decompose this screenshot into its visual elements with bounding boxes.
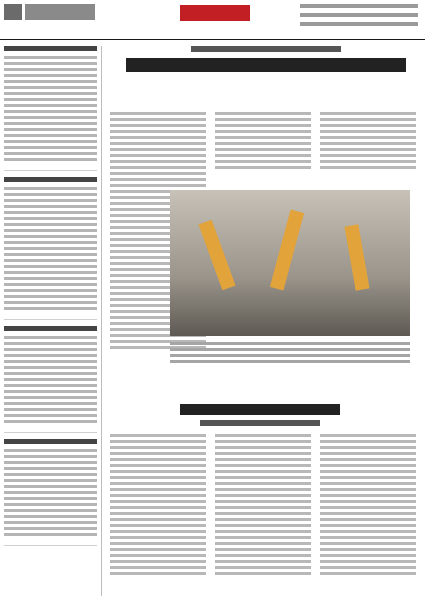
second-article-headline [180,404,340,415]
factory-robot-photo [170,190,410,336]
second-article-subheadline [200,420,320,426]
contact-line [300,22,418,26]
lead-kicker [191,46,341,52]
second-article-column [320,434,416,578]
editor-line [300,13,418,17]
lead-headline [126,58,406,72]
second-article-column [215,434,311,578]
left-article-headline [4,326,97,331]
newspaper-logo [180,5,250,21]
second-article-column [110,434,206,578]
left-article-headline [4,439,97,444]
left-article [4,326,97,433]
lead-body-column [320,112,416,172]
issue-info [300,4,418,30]
issue-date-line [300,4,418,8]
left-article [4,439,97,546]
section-title [25,4,95,20]
masthead [0,0,425,40]
left-article [4,46,97,171]
photo-caption [170,342,410,366]
left-article [4,177,97,320]
left-news-column [4,46,102,596]
lead-article [110,46,421,82]
left-article-headline [4,177,97,182]
left-article-headline [4,46,97,51]
page-number-badge [4,4,22,20]
lead-body-column [215,112,311,172]
